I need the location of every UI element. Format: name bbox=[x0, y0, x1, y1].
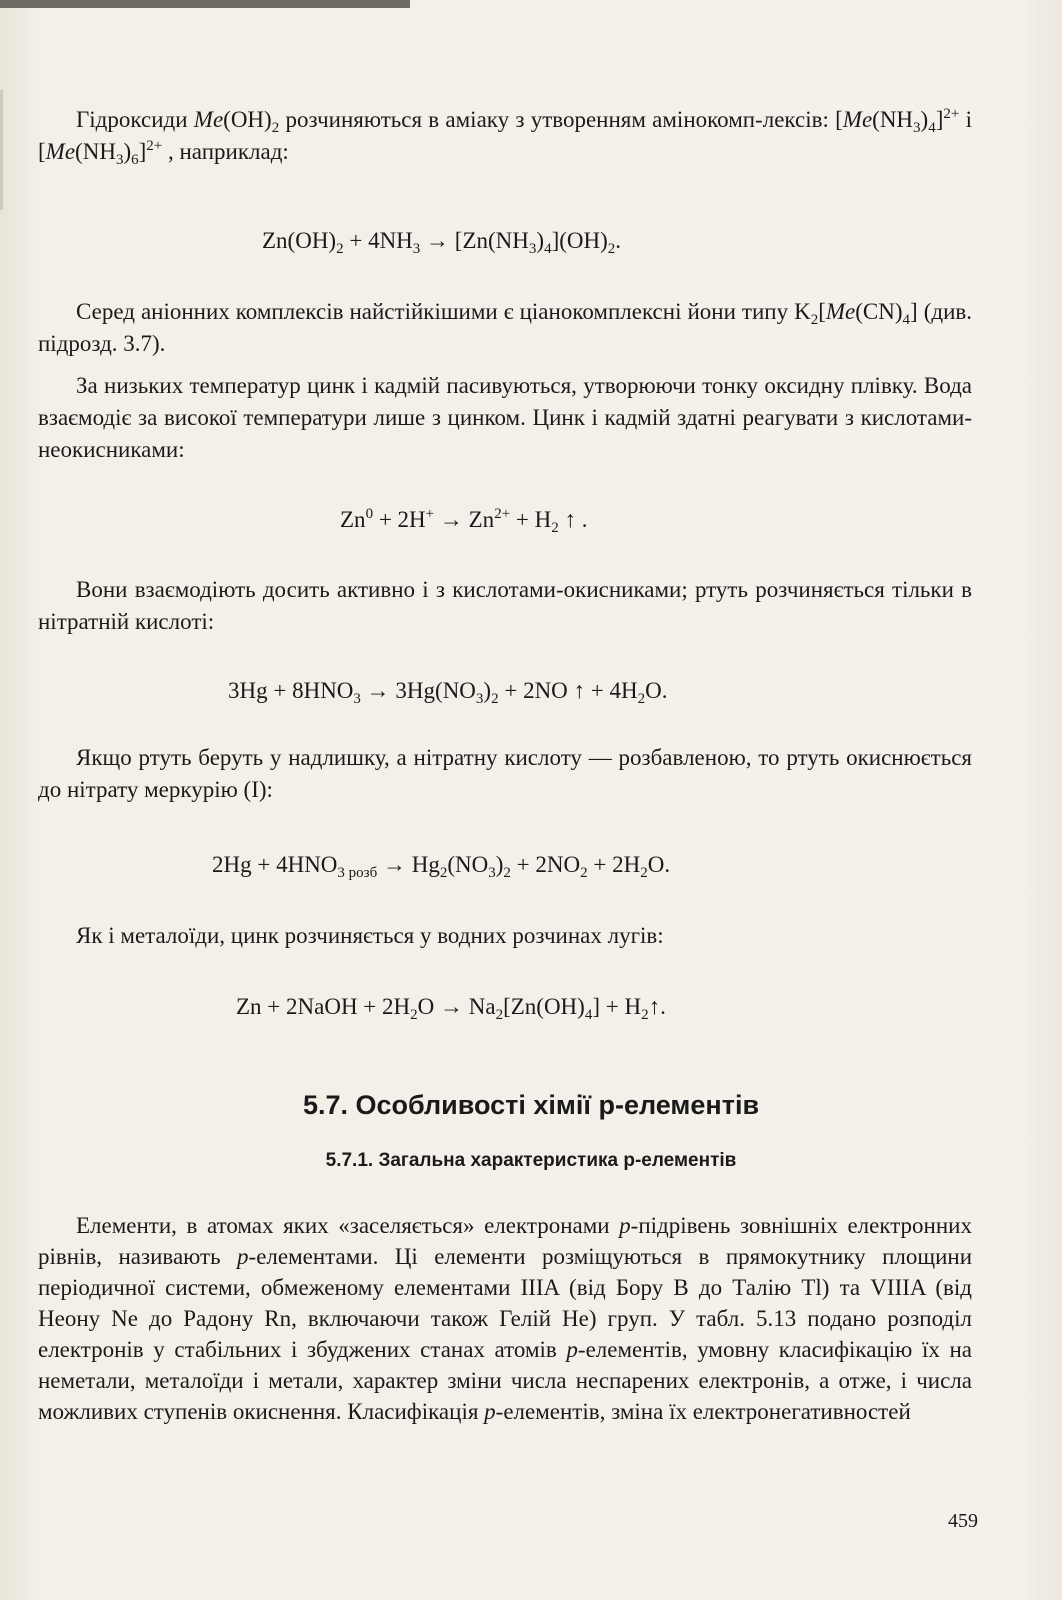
paragraph-alkali: Як і металоїди, цинк розчиняється у водних розчинах лугів: bbox=[76, 923, 664, 948]
page-number: 459 bbox=[948, 1510, 978, 1532]
scan-edge bbox=[0, 0, 410, 8]
paragraph-excess-mercury: Якщо ртуть беруть у надлишку, а нітратну кислоту — розбавленою, то ртуть окиснюється до нітрату меркурію (I): bbox=[38, 745, 972, 802]
subsection-heading: 5.7.1. Загальна характеристика p-елементів bbox=[325, 1150, 737, 1171]
binding-shadow bbox=[0, 90, 3, 210]
equation-mercury-nitric: $3Hg + 8HNO_3 \to 3Hg(NO_3)_2 + 2NO$ ↑ + $4H_2O$. bbox=[228, 678, 668, 707]
equation-mercury-dilute: $2Hg + 4HNO_{3 розб} \to Hg_2(NO_3)_2 + 2NO_2 + 2H_2O$. bbox=[212, 852, 671, 881]
paragraph-p-elements: Елементи, в атомах яких «заселяється» електронами p-підрівень зовнішніх електронних рівнів, називають p-елементами. Ці елементи розміщуються в прямокутнику площини періодичної системи, обмеженому елементами IIIA (від Бору B до Талію Tl) та VIIIA (від Неону Ne до Радону Rn, включаючи також Гелій He) груп. У табл. 5.13 подано розподіл електронів у стабільних і збуджених станах атомів p-елементів, умовну класифікацію їх на неметали, металоїди і метали, характер зміни числа неспарених електронів, а отже, і числа можливих ступенів окиснення. Класифікація p-елементів, зміна їх електронегативностей bbox=[38, 1213, 973, 1424]
paragraph-passivation: За низьких температур цинк і кадмій пасивуються, утворюючи тонку оксидну плівку. Вода взаємодіє за високої температури лише з цинком. Цинк і кадмій здатні реагувати з кислотами-неокисниками: bbox=[38, 373, 972, 462]
paragraph-hydroxides: Гідроксиди $Me(OH)_2$ розчиняються в аміаку з утворенням амінокомп-лексів: $[Me(NH_3)_4]^{2+}$ і $[Me(NH_3)_6]^{2+}$ , наприклад: bbox=[38, 106, 972, 168]
paragraph-oxidizing-acids: Вони взаємодіють досить активно і з кислотами-окисниками; ртуть розчиняється тільки в нітратній кислоті: bbox=[38, 577, 972, 634]
equation-zinc-alkali: Zn + 2NaOH + $2H_2O \to Na_2[Zn(OH)_4]$ + $H_2↑$. bbox=[236, 994, 666, 1023]
paragraph-anionic-complexes: Серед аніонних комплексів найстійкішими є ціанокомплексні йони типу $K_2[Me(CN)_4]$ (див. підрозд. 3.7). bbox=[38, 299, 972, 356]
equation-zinc-ammine: $Zn(OH)_2 + 4NH_3 \to [Zn(NH_3)_4](OH)_2$. bbox=[262, 228, 622, 257]
section-heading: 5.7. Особливості хімії p-елементів bbox=[302, 1090, 760, 1120]
equation-zinc-acid: $Zn^0 + 2H^+ \to Zn^{2+} + H_2$ ↑ . bbox=[340, 506, 588, 536]
